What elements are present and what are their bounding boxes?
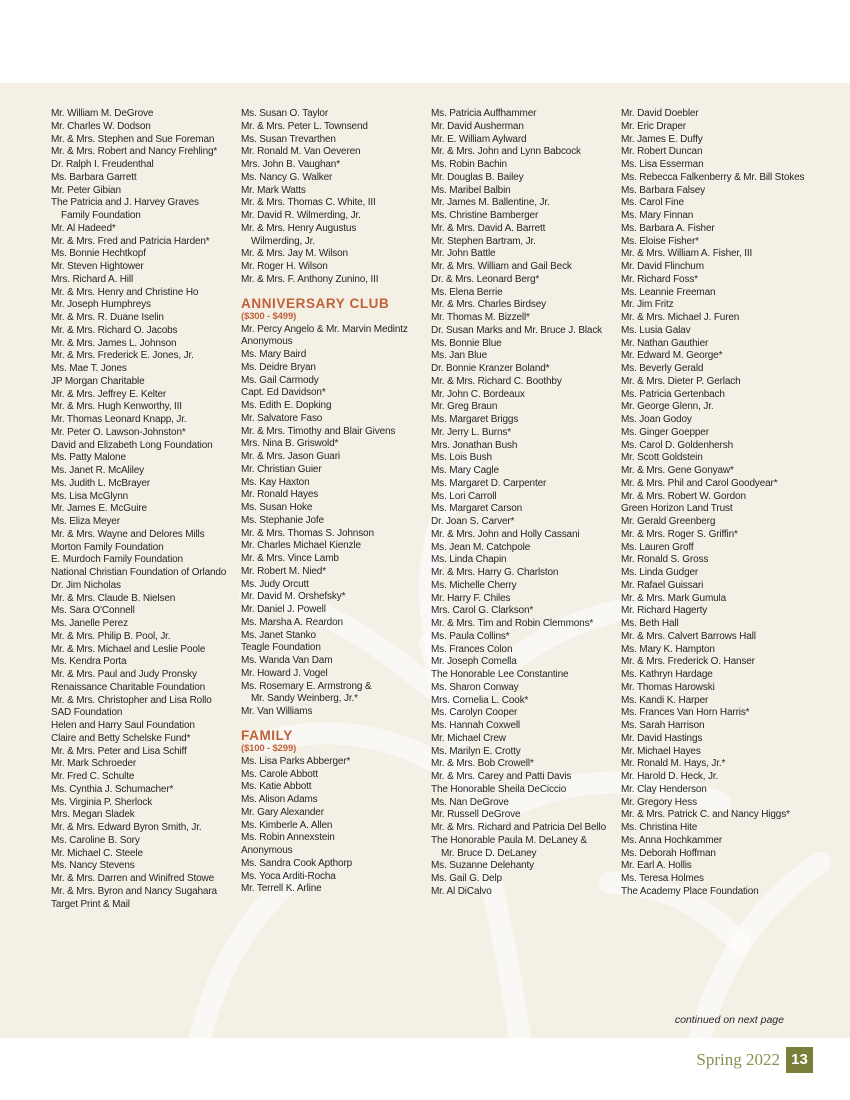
- donor-name: Ms. Joan Godoy: [621, 414, 692, 425]
- donor-name: Mr. & Mrs. Claude B. Nielsen: [51, 592, 176, 604]
- donor-name: Mr. & Mrs. David A. Barrett: [431, 222, 546, 234]
- donor-name: Mr. & Mrs. Hugh Kenworthy, III: [51, 401, 182, 413]
- donor-name: Mr. James E. McGuire: [51, 503, 147, 515]
- donor-name: Mr. Harold D. Heck, Jr.: [621, 771, 719, 782]
- donor-name: Ms. Lusia Galav: [621, 324, 691, 336]
- donor-name: The Honorable Paula M. DeLaney &: [431, 834, 587, 846]
- donor-name: Ms. Mary K. Hampton: [621, 643, 715, 655]
- donor-name: Ms. Yoca Arditi-Rocha: [241, 870, 336, 882]
- donor-name: Mr. & Mrs. Mark Gumula: [621, 592, 727, 604]
- donor-name: Mrs. Richard A. Hill: [51, 273, 134, 285]
- donor-name: Mr. Richard Hagerty: [621, 605, 708, 617]
- donor-name: Ms. Nan DeGrove: [431, 796, 509, 808]
- donor-name: Mr. Douglas B. Bailey: [431, 171, 524, 183]
- continued-note: continued on next page: [674, 1014, 784, 1026]
- donor-name: Ms. Judy Orcutt: [241, 578, 309, 590]
- donor-name: Ms. Patricia Gertenbach: [621, 388, 725, 400]
- donor-name: Mr. Eric Draper: [621, 120, 686, 132]
- donor-name: Mr. & Mrs. Paul and Judy Pronsky: [51, 669, 197, 680]
- donor-name: Ms. Marilyn E. Crotty: [431, 745, 521, 757]
- donor-name: Mr. & Mrs. Dieter P. Gerlach: [621, 375, 741, 387]
- donor-name: Wilmerding, Jr.: [251, 235, 315, 247]
- donor-name: Ms. Linda Gudger: [621, 567, 699, 578]
- donor-name: Anonymous: [241, 845, 293, 856]
- donor-name: Mr. & Mrs. Stephen and Sue Foreman: [51, 133, 215, 145]
- donor-name: Ms. Sarah Harrison: [621, 720, 705, 731]
- section-range: ($100 - $299): [241, 742, 297, 754]
- donor-name: Mr. Bruce D. DeLaney: [441, 847, 537, 859]
- donor-name: Ms. Margaret Briggs: [431, 414, 519, 425]
- donor-name: Mr. David Ausherman: [431, 120, 524, 132]
- donor-name: Mr. Van Williams: [241, 706, 313, 717]
- donor-name: Mr. & Mrs. Charles Birdsey: [431, 299, 547, 311]
- donor-group-anniversary-club: [241, 296, 426, 719]
- donor-name: Mr. & Mrs. Timothy and Blair Givens: [241, 425, 396, 437]
- donor-name: Ms. Caroline B. Sory: [51, 834, 140, 846]
- donor-name: Dr. Jim Nicholas: [51, 579, 121, 591]
- donor-name: Ms. Marsha A. Reardon: [241, 616, 343, 628]
- donor-name: Mr. & Mrs. Wayne and Delores Mills: [51, 528, 205, 540]
- donor-name: Ms. Janet R. McAliley: [51, 465, 144, 476]
- donor-name: Mr. Nathan Gauthier: [621, 337, 709, 349]
- donor-name: Mr. & Mrs. Richard O. Jacobs: [51, 324, 178, 336]
- donor-name: Mr. & Mrs. Vince Lamb: [241, 553, 339, 564]
- donor-name: Target Print & Mail: [51, 898, 130, 910]
- donor-name: Ms. Edith E. Dopking: [241, 400, 332, 411]
- donor-name: Mr. Jim Fritz: [621, 299, 674, 311]
- donor-name: Ms. Gail G. Delp: [431, 873, 502, 884]
- donor-name: Mr. William M. DeGrove: [51, 108, 154, 119]
- donor-name: Mr. & Mrs. John and Holly Cassani: [431, 528, 580, 540]
- donor-name: Mr. Greg Braun: [431, 401, 498, 413]
- donor-name: Mr. Mark Schroeder: [51, 758, 137, 770]
- donor-name: Ms. Hannah Coxwell: [431, 720, 521, 731]
- donor-name: Mr. & Mrs. Robert and Nancy Frehling*: [51, 146, 218, 158]
- donor-column-3: [431, 108, 616, 899]
- donor-name: Mr. Clay Henderson: [621, 783, 707, 795]
- donor-group: [241, 108, 426, 287]
- donor-name: Morton Family Foundation: [51, 541, 164, 553]
- donor-name: Ms. Rebecca Falkenberry & Mr. Bill Stokes: [621, 171, 805, 183]
- donor-name: The Patricia and J. Harvey Graves: [51, 197, 199, 209]
- donor-name: Mr. Robert Duncan: [621, 146, 703, 158]
- donor-name: Ms. Stephanie Jofe: [241, 514, 324, 526]
- donor-name: Mr. John C. Bordeaux: [431, 388, 525, 400]
- donor-name: Ms. Bonnie Hechtkopf: [51, 248, 146, 260]
- donor-name: Ms. Linda Chapin: [431, 554, 507, 566]
- donor-name: Mr. & Mrs. William A. Fisher, III: [621, 248, 753, 260]
- donor-name: Mrs. Megan Sladek: [51, 809, 135, 821]
- donor-name: Ms. Patty Malone: [51, 452, 126, 464]
- donor-name: Mr. Richard Foss*: [621, 273, 698, 285]
- donor-name: Mr. John Battle: [431, 248, 496, 260]
- donor-name: Mrs. Jonathan Bush: [431, 439, 518, 451]
- donor-name: Renaissance Charitable Foundation: [51, 681, 206, 693]
- donor-name: Ms. Janelle Perez: [51, 618, 128, 629]
- donor-name: Mr. Al DiCalvo: [431, 885, 492, 897]
- donor-name: Ms. Leannie Freeman: [621, 286, 716, 298]
- donor-name: Ms. Alison Adams: [241, 794, 318, 805]
- donor-name: Anonymous: [241, 336, 293, 348]
- donor-name: Ms. Paula Collins*: [431, 630, 510, 642]
- donor-group: [51, 108, 236, 911]
- donor-name: Ms. Ginger Goepper: [621, 426, 709, 438]
- donor-name: Mr. Earl A. Hollis: [621, 860, 692, 872]
- donor-name: Ms. Kay Haxton: [241, 476, 310, 488]
- donor-name: Ms. Beth Hall: [621, 618, 679, 629]
- donor-name: Ms. Lois Bush: [431, 452, 492, 464]
- donor-name: Ms. Kandi K. Harper: [621, 694, 709, 706]
- donor-name: The Honorable Sheila DeCiccio: [431, 783, 567, 795]
- donor-name: Ms. Barbara Falsey: [621, 184, 705, 196]
- donor-name: Ms. Nancy Stevens: [51, 860, 135, 872]
- donor-name: Ms. Lisa Esserman: [621, 159, 704, 170]
- donor-name: Mr. Harry F. Chiles: [431, 592, 511, 604]
- donor-name: Mr. David Flinchum: [621, 261, 704, 272]
- donor-name: Ms. Mary Cagle: [431, 465, 499, 476]
- donor-name: Mr. Joseph Comella: [431, 656, 517, 668]
- donor-name: Mr. & Mrs. Carey and Patti Davis: [431, 771, 572, 782]
- donor-name: E. Murdoch Family Foundation: [51, 554, 183, 566]
- donor-name: Mr. & Mrs. Roger S. Griffin*: [621, 528, 738, 540]
- donor-name: Ms. Mary Baird: [241, 349, 307, 360]
- donor-name: Mr. & Mrs. Byron and Nancy Sugahara: [51, 885, 217, 897]
- donor-name: Mr. & Mrs. John and Lynn Babcock: [431, 146, 581, 158]
- donor-name: Ms. Cynthia J. Schumacher*: [51, 783, 174, 795]
- donor-name: Ms. Kendra Porta: [51, 656, 127, 668]
- donor-group-family: [241, 728, 426, 896]
- donor-name: Ms. Frances Van Horn Harris*: [621, 707, 750, 719]
- donor-name: Ms. Judith L. McBrayer: [51, 477, 150, 489]
- donor-name: Ms. Elena Berrie: [431, 286, 503, 298]
- donor-name: Mr. & Mrs. Frederick O. Hanser: [621, 656, 755, 668]
- donor-name: Mrs. John B. Vaughan*: [241, 159, 340, 170]
- donor-name: Ms. Margaret Carson: [431, 503, 523, 515]
- donor-name: Mr. & Mrs. F. Anthony Zunino, III: [241, 273, 379, 285]
- donor-name: Mr. George Glenn, Jr.: [621, 401, 714, 413]
- donor-name: Mr. & Mrs. Harry G. Charlston: [431, 567, 559, 578]
- donor-name: Ms. Anna Hochkammer: [621, 834, 723, 846]
- donor-name: Mrs. Cornelia L. Cook*: [431, 694, 529, 706]
- donor-name: Mr. James E. Duffy: [621, 133, 703, 145]
- donor-name: Mr. & Mrs. Jay M. Wilson: [241, 248, 348, 260]
- donor-name: The Honorable Lee Constantine: [431, 669, 569, 680]
- donor-group: [431, 108, 616, 899]
- donor-name: Mr. & Mrs. Jason Guari: [241, 451, 340, 462]
- donor-name: Mr. Peter Gibian: [51, 184, 121, 196]
- donor-name: Capt. Ed Davidson*: [241, 387, 326, 399]
- donor-name: Ms. Sharon Conway: [431, 681, 519, 693]
- donor-name: Mrs. Nina B. Griswold*: [241, 438, 339, 450]
- donor-name: Mr. Charles Michael Kienzle: [241, 540, 361, 552]
- donor-name: Mr. Howard J. Vogel: [241, 667, 328, 679]
- donor-name: Mr. Gerald Greenberg: [621, 516, 716, 527]
- donor-name: Mr. & Mrs. Peter L. Townsend: [241, 120, 368, 132]
- donor-name: Ms. Carol D. Goldenhersh: [621, 439, 734, 451]
- donor-name: Mrs. Carol G. Clarkson*: [431, 605, 534, 617]
- donor-name: Mr. & Mrs. Frederick E. Jones, Jr.: [51, 350, 194, 362]
- donor-name: Ms. Susan Trevarthen: [241, 133, 336, 145]
- donor-name: Ms. Jean M. Catchpole: [431, 541, 531, 553]
- donor-name: Ms. Christina Hite: [621, 822, 698, 833]
- donor-name: Mr. Fred C. Schulte: [51, 771, 135, 782]
- donor-name: David and Elizabeth Long Foundation: [51, 439, 213, 451]
- donor-name: Mr. Scott Goldstein: [621, 452, 703, 464]
- donor-name: Mr. & Mrs. Richard C. Boothby: [431, 375, 562, 387]
- donor-name: Mr. & Mrs. Gene Gonyaw*: [621, 465, 734, 476]
- donor-name: Mr. & Mrs. Tim and Robin Clemmons*: [431, 618, 594, 629]
- section-heading: ANNIVERSARY CLUB: [241, 295, 390, 311]
- donor-name: Mr. Ronald M. Hays, Jr.*: [621, 758, 726, 770]
- donor-name: The Academy Place Foundation: [621, 885, 759, 897]
- donor-name: Ms. Michelle Cherry: [431, 579, 517, 591]
- donor-name: Mr. Robert M. Nied*: [241, 565, 326, 577]
- donor-name: Mr. Russell DeGrove: [431, 809, 521, 821]
- donor-name: Family Foundation: [61, 210, 141, 221]
- donor-name: Helen and Harry Saul Foundation: [51, 720, 195, 731]
- donor-name: Dr. Ralph I. Freudenthal: [51, 159, 154, 170]
- section-range: ($300 - $499): [241, 310, 297, 322]
- donor-name: Ms. Lori Carroll: [431, 490, 497, 502]
- donor-name: Ms. Sandra Cook Apthorp: [241, 857, 353, 869]
- donor-name: Ms. Jan Blue: [431, 350, 488, 362]
- donor-name: Mr. Gary Alexander: [241, 806, 324, 818]
- donor-name: Ms. Lisa Parks Abberger*: [241, 755, 351, 767]
- donor-name: Mr. Sandy Weinberg, Jr.*: [251, 693, 358, 705]
- donor-name: Ms. Kathryn Hardage: [621, 669, 713, 680]
- donor-name: Mr. E. William Aylward: [431, 133, 527, 145]
- donor-name: Mr. Michael Hayes: [621, 745, 701, 757]
- donor-name: Ms. Lauren Groff: [621, 541, 694, 553]
- donor-name: Ms. Robin Annexstein: [241, 832, 335, 844]
- page-number-badge: 13: [786, 1047, 813, 1073]
- donor-name: Ms. Lisa McGlynn: [51, 490, 129, 502]
- donor-name: Mr. Steven Hightower: [51, 261, 144, 272]
- donor-name: Mr. & Mrs. Thomas C. White, III: [241, 197, 376, 209]
- donor-list-panel: [0, 83, 850, 1038]
- donor-name: Mr. Gregory Hess: [621, 796, 697, 808]
- donor-name: Ms. Carole Abbott: [241, 768, 318, 780]
- donor-column-4: [621, 108, 806, 899]
- donor-group: [621, 108, 806, 899]
- donor-name: Ms. Eloise Fisher*: [621, 235, 699, 247]
- donor-name: Ms. Christine Bamberger: [431, 210, 539, 221]
- donor-name: Mr. Peter O. Lawson-Johnston*: [51, 426, 186, 438]
- donor-name: Mr. & Mrs. Edward Byron Smith, Jr.: [51, 822, 202, 833]
- donor-name: Ms. Barbara A. Fisher: [621, 222, 715, 234]
- donor-name: Ms. Virginia P. Sherlock: [51, 796, 153, 808]
- donor-name: Mr. & Mrs. Calvert Barrows Hall: [621, 630, 756, 642]
- donor-name: Dr. & Mrs. Leonard Berg*: [431, 273, 540, 285]
- donor-name: Ms. Deborah Hoffman: [621, 847, 716, 859]
- donor-name: Mr. Michael C. Steele: [51, 847, 143, 859]
- donor-name: Mr. & Mrs. Fred and Patricia Harden*: [51, 235, 210, 247]
- donor-name: Mr. David Doebler: [621, 108, 699, 119]
- donor-name: Mr. Daniel J. Powell: [241, 604, 326, 615]
- donor-name: JP Morgan Charitable: [51, 375, 145, 387]
- donor-name: Mr. Al Hadeed*: [51, 222, 116, 234]
- donor-name: Mr. Thomas Harowski: [621, 681, 715, 693]
- donor-name: Mr. & Mrs. William and Gail Beck: [431, 261, 572, 272]
- donor-name: Mr. Terrell K. Arline: [241, 883, 322, 895]
- donor-name: Mr. Roger H. Wilson: [241, 261, 328, 272]
- donor-name: Mr. & Mrs. Bob Crowell*: [431, 758, 534, 770]
- donor-name: Ms. Nancy G. Walker: [241, 171, 333, 183]
- donor-name: Mr. & Mrs. Henry and Christine Ho: [51, 286, 199, 298]
- donor-name: Ms. Eliza Meyer: [51, 516, 120, 527]
- donor-name: Ms. Rosemary E. Armstrong &: [241, 680, 372, 692]
- donor-name: Ms. Mary Finnan: [621, 210, 694, 221]
- donor-name: Mr. Thomas Leonard Knapp, Jr.: [51, 414, 187, 425]
- donor-name: Mr. Rafael Guissari: [621, 579, 704, 591]
- donor-name: Mr. Stephen Bartram, Jr.: [431, 235, 536, 247]
- donor-name: Mr. & Mrs. Darren and Winifred Stowe: [51, 873, 214, 884]
- donor-name: Ms. Susan O. Taylor: [241, 108, 328, 119]
- donor-name: Ms. Beverly Gerald: [621, 363, 704, 374]
- donor-name: Ms. Kimberle A. Allen: [241, 819, 333, 831]
- donor-name: Mr. & Mrs. Patrick C. and Nancy Higgs*: [621, 809, 790, 821]
- donor-name: Mr. & Mrs. Robert W. Gordon: [621, 490, 746, 502]
- donor-name: Ms. Wanda Van Dam: [241, 655, 333, 666]
- donor-name: Ms. Margaret D. Carpenter: [431, 477, 547, 489]
- donor-name: Mr. & Mrs. Michael J. Furen: [621, 312, 740, 323]
- donor-name: Ms. Gail Carmody: [241, 374, 319, 386]
- donor-name: Mr. & Mrs. Peter and Lisa Schiff: [51, 745, 187, 757]
- donor-name: Ms. Carol Fine: [621, 197, 684, 209]
- donor-name: SAD Foundation: [51, 707, 123, 719]
- donor-name: Ms. Maribel Balbin: [431, 184, 511, 196]
- donor-name: Mr. Salvatore Faso: [241, 412, 323, 424]
- donor-name: Mr. & Mrs. Phil and Carol Goodyear*: [621, 477, 778, 489]
- section-heading: FAMILY: [241, 727, 293, 743]
- donor-name: Ms. Janet Stanko: [241, 629, 316, 641]
- donor-name: Mr. Ronald Hayes: [241, 489, 319, 501]
- donor-column-1: [51, 108, 236, 911]
- donor-name: Mr. Percy Angelo & Mr. Marvin Medintz: [241, 323, 408, 335]
- donor-name: Teagle Foundation: [241, 642, 321, 654]
- donor-name: Mr. Michael Crew: [431, 732, 506, 744]
- donor-name: National Christian Foundation of Orlando: [51, 567, 227, 578]
- donor-column-2: [241, 108, 426, 896]
- donor-name: Green Horizon Land Trust: [621, 503, 733, 515]
- donor-name: Mr. & Mrs. R. Duane Iselin: [51, 312, 164, 323]
- donor-name: Ms. Susan Hoke: [241, 502, 313, 513]
- donor-name: Ms. Sara O'Connell: [51, 605, 135, 617]
- donor-name: Dr. Joan S. Carver*: [431, 516, 515, 527]
- donor-name: Claire and Betty Schelske Fund*: [51, 732, 191, 744]
- donor-name: Ms. Suzanne Delehanty: [431, 860, 535, 872]
- issue-season: Spring 2022: [696, 1050, 780, 1069]
- donor-name: Ms. Frances Colon: [431, 643, 513, 655]
- donor-name: Mr. David M. Orshefsky*: [241, 591, 346, 603]
- donor-name: Mr. Thomas M. Bizzell*: [431, 312, 530, 323]
- donor-name: Mr. Ronald M. Van Oeveren: [241, 146, 361, 158]
- donor-name: Ms. Bonnie Blue: [431, 337, 502, 349]
- donor-name: Mr. Jerry L. Burns*: [431, 426, 511, 438]
- donor-name: Ms. Teresa Holmes: [621, 873, 704, 884]
- donor-name: Mr. David Hastings: [621, 732, 703, 744]
- donor-name: Ms. Barbara Garrett: [51, 171, 137, 183]
- donor-name: Mr. James M. Ballentine, Jr.: [431, 197, 550, 209]
- donor-name: Ms. Katie Abbott: [241, 781, 312, 793]
- donor-name: Mr. & Mrs. Michael and Leslie Poole: [51, 643, 206, 655]
- donor-name: Mr. Mark Watts: [241, 184, 306, 196]
- donor-name: Mr. Joseph Humphreys: [51, 299, 151, 311]
- donor-name: Dr. Bonnie Kranzer Boland*: [431, 363, 550, 374]
- donor-name: Dr. Susan Marks and Mr. Bruce J. Black: [431, 324, 603, 336]
- donor-name: Ms. Mae T. Jones: [51, 363, 127, 374]
- donor-name: Mr. Edward M. George*: [621, 350, 723, 362]
- donor-name: Ms. Deidre Bryan: [241, 361, 316, 373]
- donor-name: Mr. & Mrs. James L. Johnson: [51, 337, 177, 349]
- donor-name: Mr. & Mrs. Jeffrey E. Kelter: [51, 388, 167, 400]
- donor-name: Mr. Ronald S. Gross: [621, 554, 709, 566]
- donor-name: Mr. Charles W. Dodson: [51, 120, 151, 132]
- donor-name: Mr. & Mrs. Henry Augustus: [241, 222, 357, 234]
- donor-name: Ms. Patricia Auffhammer: [431, 108, 537, 119]
- donor-name: Mr. David R. Wilmerding, Jr.: [241, 210, 361, 221]
- donor-name: Mr. & Mrs. Richard and Patricia Del Bello: [431, 822, 607, 833]
- donor-name: Mr. & Mrs. Philip B. Pool, Jr.: [51, 630, 171, 642]
- donor-name: Mr. & Mrs. Christopher and Lisa Rollo: [51, 694, 212, 706]
- donor-name: Mr. & Mrs. Thomas S. Johnson: [241, 527, 374, 539]
- donor-name: Mr. Christian Guier: [241, 463, 322, 475]
- donor-name: Ms. Carolyn Cooper: [431, 707, 518, 719]
- donor-name: Ms. Robin Bachin: [431, 159, 507, 170]
